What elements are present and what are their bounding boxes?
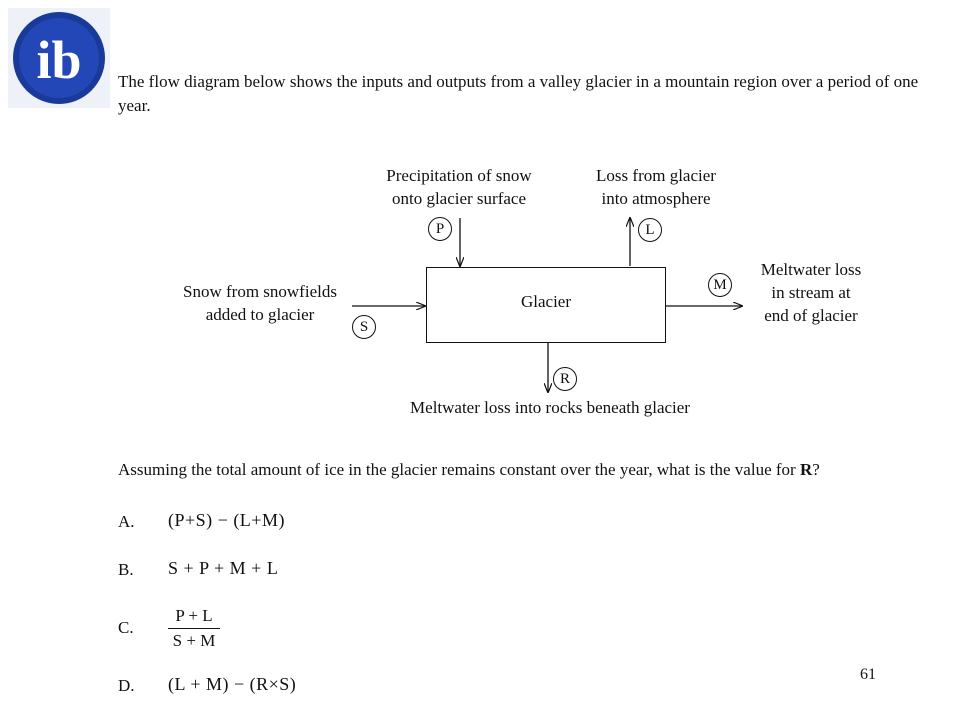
question-text [118,460,938,480]
option-c-letter[interactable]: C. [118,618,134,637]
option-d-expr: (L + M) − (R×S) [168,674,297,694]
option-c-denominator: S + M [172,631,216,650]
meltwater-rocks-label: Meltwater loss into rocks beneath glacier [410,398,690,417]
code-p: P [428,217,452,241]
snowfields-label [160,280,360,326]
intro-text: The flow diagram below shows the inputs and outputs from a valley glacier in a mountain region over a period of one year. [118,72,919,115]
precipitation-label [354,164,564,210]
option-c-numerator: P + L [168,606,220,629]
page-number: 61 [860,666,876,683]
meltwater-stream-label [742,258,880,327]
meltwater-stream-line3: end of glacier [764,306,858,325]
option-a-letter[interactable]: A. [118,512,135,531]
ib-logo [8,8,110,108]
code-r: R [553,367,577,391]
meltwater-stream-line2: in stream at [771,283,851,302]
loss-atmosphere-line1: Loss from glacier [596,166,716,185]
glacier-box [426,267,666,343]
code-l: L [638,218,662,242]
meltwater-stream-line1: Meltwater loss [760,260,862,279]
question-r: R [799,460,813,479]
question-end: ? [812,460,820,479]
question-body: Assuming the total amount of ice in the glacier remains constant over the year, what is the value for [118,460,800,479]
snowfields-line2: added to glacier [205,305,315,324]
option-b-expr: S + P + M + L [168,558,279,578]
loss-atmosphere-label [576,164,736,210]
option-d-letter[interactable]: D. [118,676,135,695]
option-b-letter[interactable]: B. [118,560,134,579]
code-s: S [352,315,376,339]
code-m: M [708,273,732,297]
loss-atmosphere-line2: into atmosphere [601,189,711,208]
option-a-expr: (P+S) − (L+M) [168,510,285,530]
precipitation-line1: Precipitation of snow [386,166,532,185]
snowfields-line1: Snow from snowfields [183,282,337,301]
logo-text: ib [36,30,82,90]
precipitation-line2: onto glacier surface [391,189,527,208]
glacier-label: Glacier [520,292,572,311]
flow-diagram [160,160,880,430]
option-c-fraction [168,606,220,651]
